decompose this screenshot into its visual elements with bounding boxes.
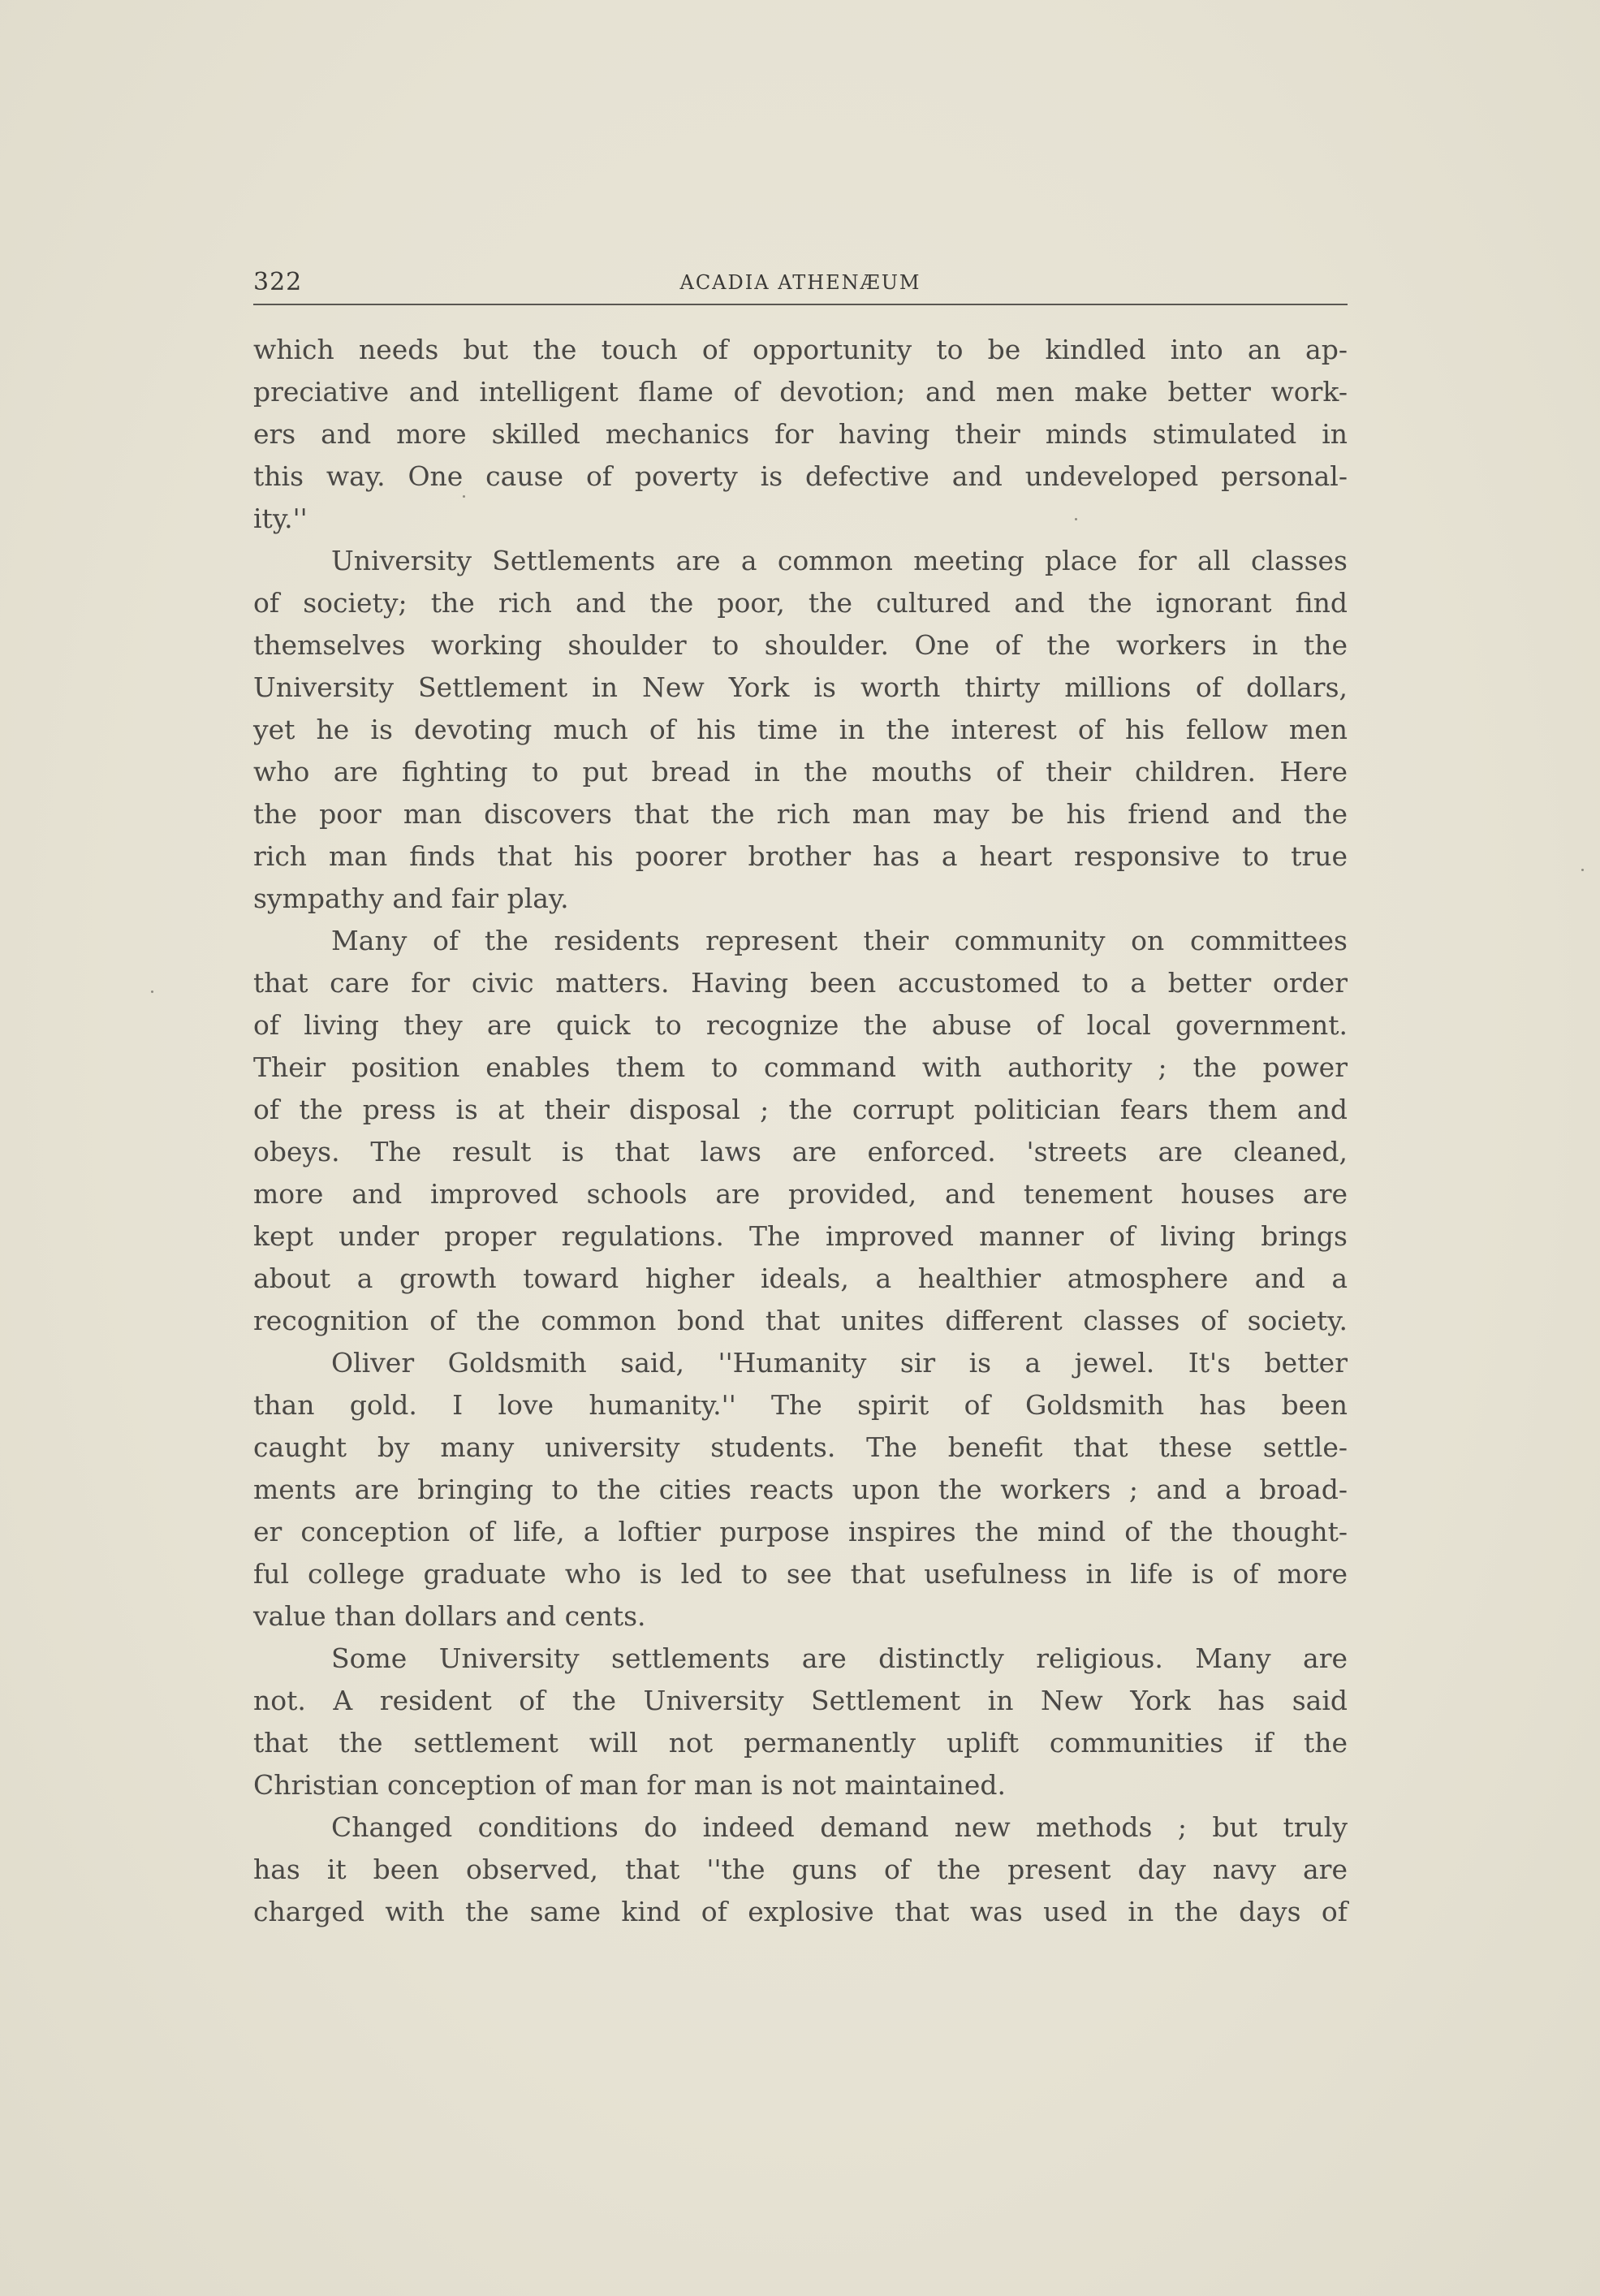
text-line: which needs but the touch of opportunity to be kindled into an ap- bbox=[253, 334, 1348, 365]
text-line: the poor man discovers that the rich man may be his friend and the bbox=[253, 798, 1348, 830]
text-line: ers and more skilled mechanics for having their minds stimulated in bbox=[253, 418, 1348, 450]
page-number: 322 bbox=[253, 268, 303, 296]
text-line: kept under proper regulations. The improved manner of living brings bbox=[253, 1220, 1348, 1252]
paper-speck bbox=[1581, 869, 1584, 871]
text-line: ful college graduate who is led to see that usefulness in life is of more bbox=[253, 1558, 1348, 1590]
running-head: ACADIA ATHENÆUM bbox=[679, 271, 921, 294]
text-line: who are fighting to put bread in the mouths of their children. Here bbox=[253, 756, 1348, 788]
text-line: Christian conception of man for man is not maintained. bbox=[253, 1769, 1007, 1801]
text-line: more and improved schools are provided, and tenement houses are bbox=[253, 1178, 1348, 1210]
text-line: that care for civic matters. Having been accustomed to a better order bbox=[253, 967, 1348, 999]
text-line: of the press is at their disposal ; the corrupt politician fears them and bbox=[253, 1094, 1348, 1125]
page-header bbox=[253, 268, 1348, 307]
text-line: Many of the residents represent their community on committees bbox=[331, 925, 1348, 956]
text-line: has it been observed, that ''the guns of the present day navy are bbox=[253, 1854, 1348, 1885]
text-line: er conception of life, a loftier purpose inspires the mind of the thought- bbox=[253, 1516, 1348, 1547]
paper-speck bbox=[463, 495, 465, 498]
text-line: sympathy and fair play. bbox=[253, 883, 569, 914]
text-line: Their position enables them to command with authority ; the power bbox=[253, 1051, 1348, 1083]
paper-speck bbox=[1075, 518, 1077, 520]
text-line: University Settlement in New York is worth thirty millions of dollars, bbox=[253, 671, 1348, 703]
text-line: themselves working shoulder to shoulder. One of the workers in the bbox=[253, 629, 1348, 661]
text-line: about a growth toward higher ideals, a healthier atmosphere and a bbox=[253, 1262, 1348, 1294]
text-line: that the settlement will not permanently uplift communities if the bbox=[253, 1727, 1348, 1759]
text-line: recognition of the common bond that unites different classes of society. bbox=[253, 1305, 1348, 1336]
paper-speck bbox=[151, 990, 153, 993]
text-line: ity.'' bbox=[253, 503, 308, 534]
text-line: caught by many university students. The benefit that these settle- bbox=[253, 1431, 1348, 1463]
header-rule bbox=[253, 304, 1348, 305]
text-line: Oliver Goldsmith said, ''Humanity sir is a jewel. It's better bbox=[331, 1347, 1348, 1379]
text-line: Changed conditions do indeed demand new methods ; but truly bbox=[331, 1811, 1348, 1843]
text-line: University Settlements are a common meeting place for all classes bbox=[331, 545, 1348, 576]
text-line: preciative and intelligent flame of devotion; and men make better work- bbox=[253, 376, 1348, 408]
text-line: not. A resident of the University Settlement in New York has said bbox=[253, 1685, 1348, 1716]
body-text bbox=[253, 329, 1348, 1933]
text-line: Some University settlements are distinctly religious. Many are bbox=[331, 1642, 1348, 1674]
text-line: of society; the rich and the poor, the cultured and the ignorant find bbox=[253, 587, 1348, 619]
text-line: of living they are quick to recognize the abuse of local government. bbox=[253, 1009, 1348, 1041]
text-line: obeys. The result is that laws are enforced. 'streets are cleaned, bbox=[253, 1136, 1348, 1167]
text-line: rich man finds that his poorer brother has a heart responsive to true bbox=[253, 840, 1348, 872]
text-line: ments are bringing to the cities reacts upon the workers ; and a broad- bbox=[253, 1474, 1348, 1505]
text-line: yet he is devoting much of his time in the interest of his fellow men bbox=[253, 714, 1348, 745]
text-line: charged with the same kind of explosive that was used in the days of bbox=[253, 1896, 1348, 1927]
text-line: value than dollars and cents. bbox=[253, 1600, 646, 1632]
text-line: than gold. I love humanity.'' The spirit of Goldsmith has been bbox=[253, 1389, 1348, 1421]
text-line: this way. One cause of poverty is defective and undeveloped personal- bbox=[253, 460, 1348, 492]
